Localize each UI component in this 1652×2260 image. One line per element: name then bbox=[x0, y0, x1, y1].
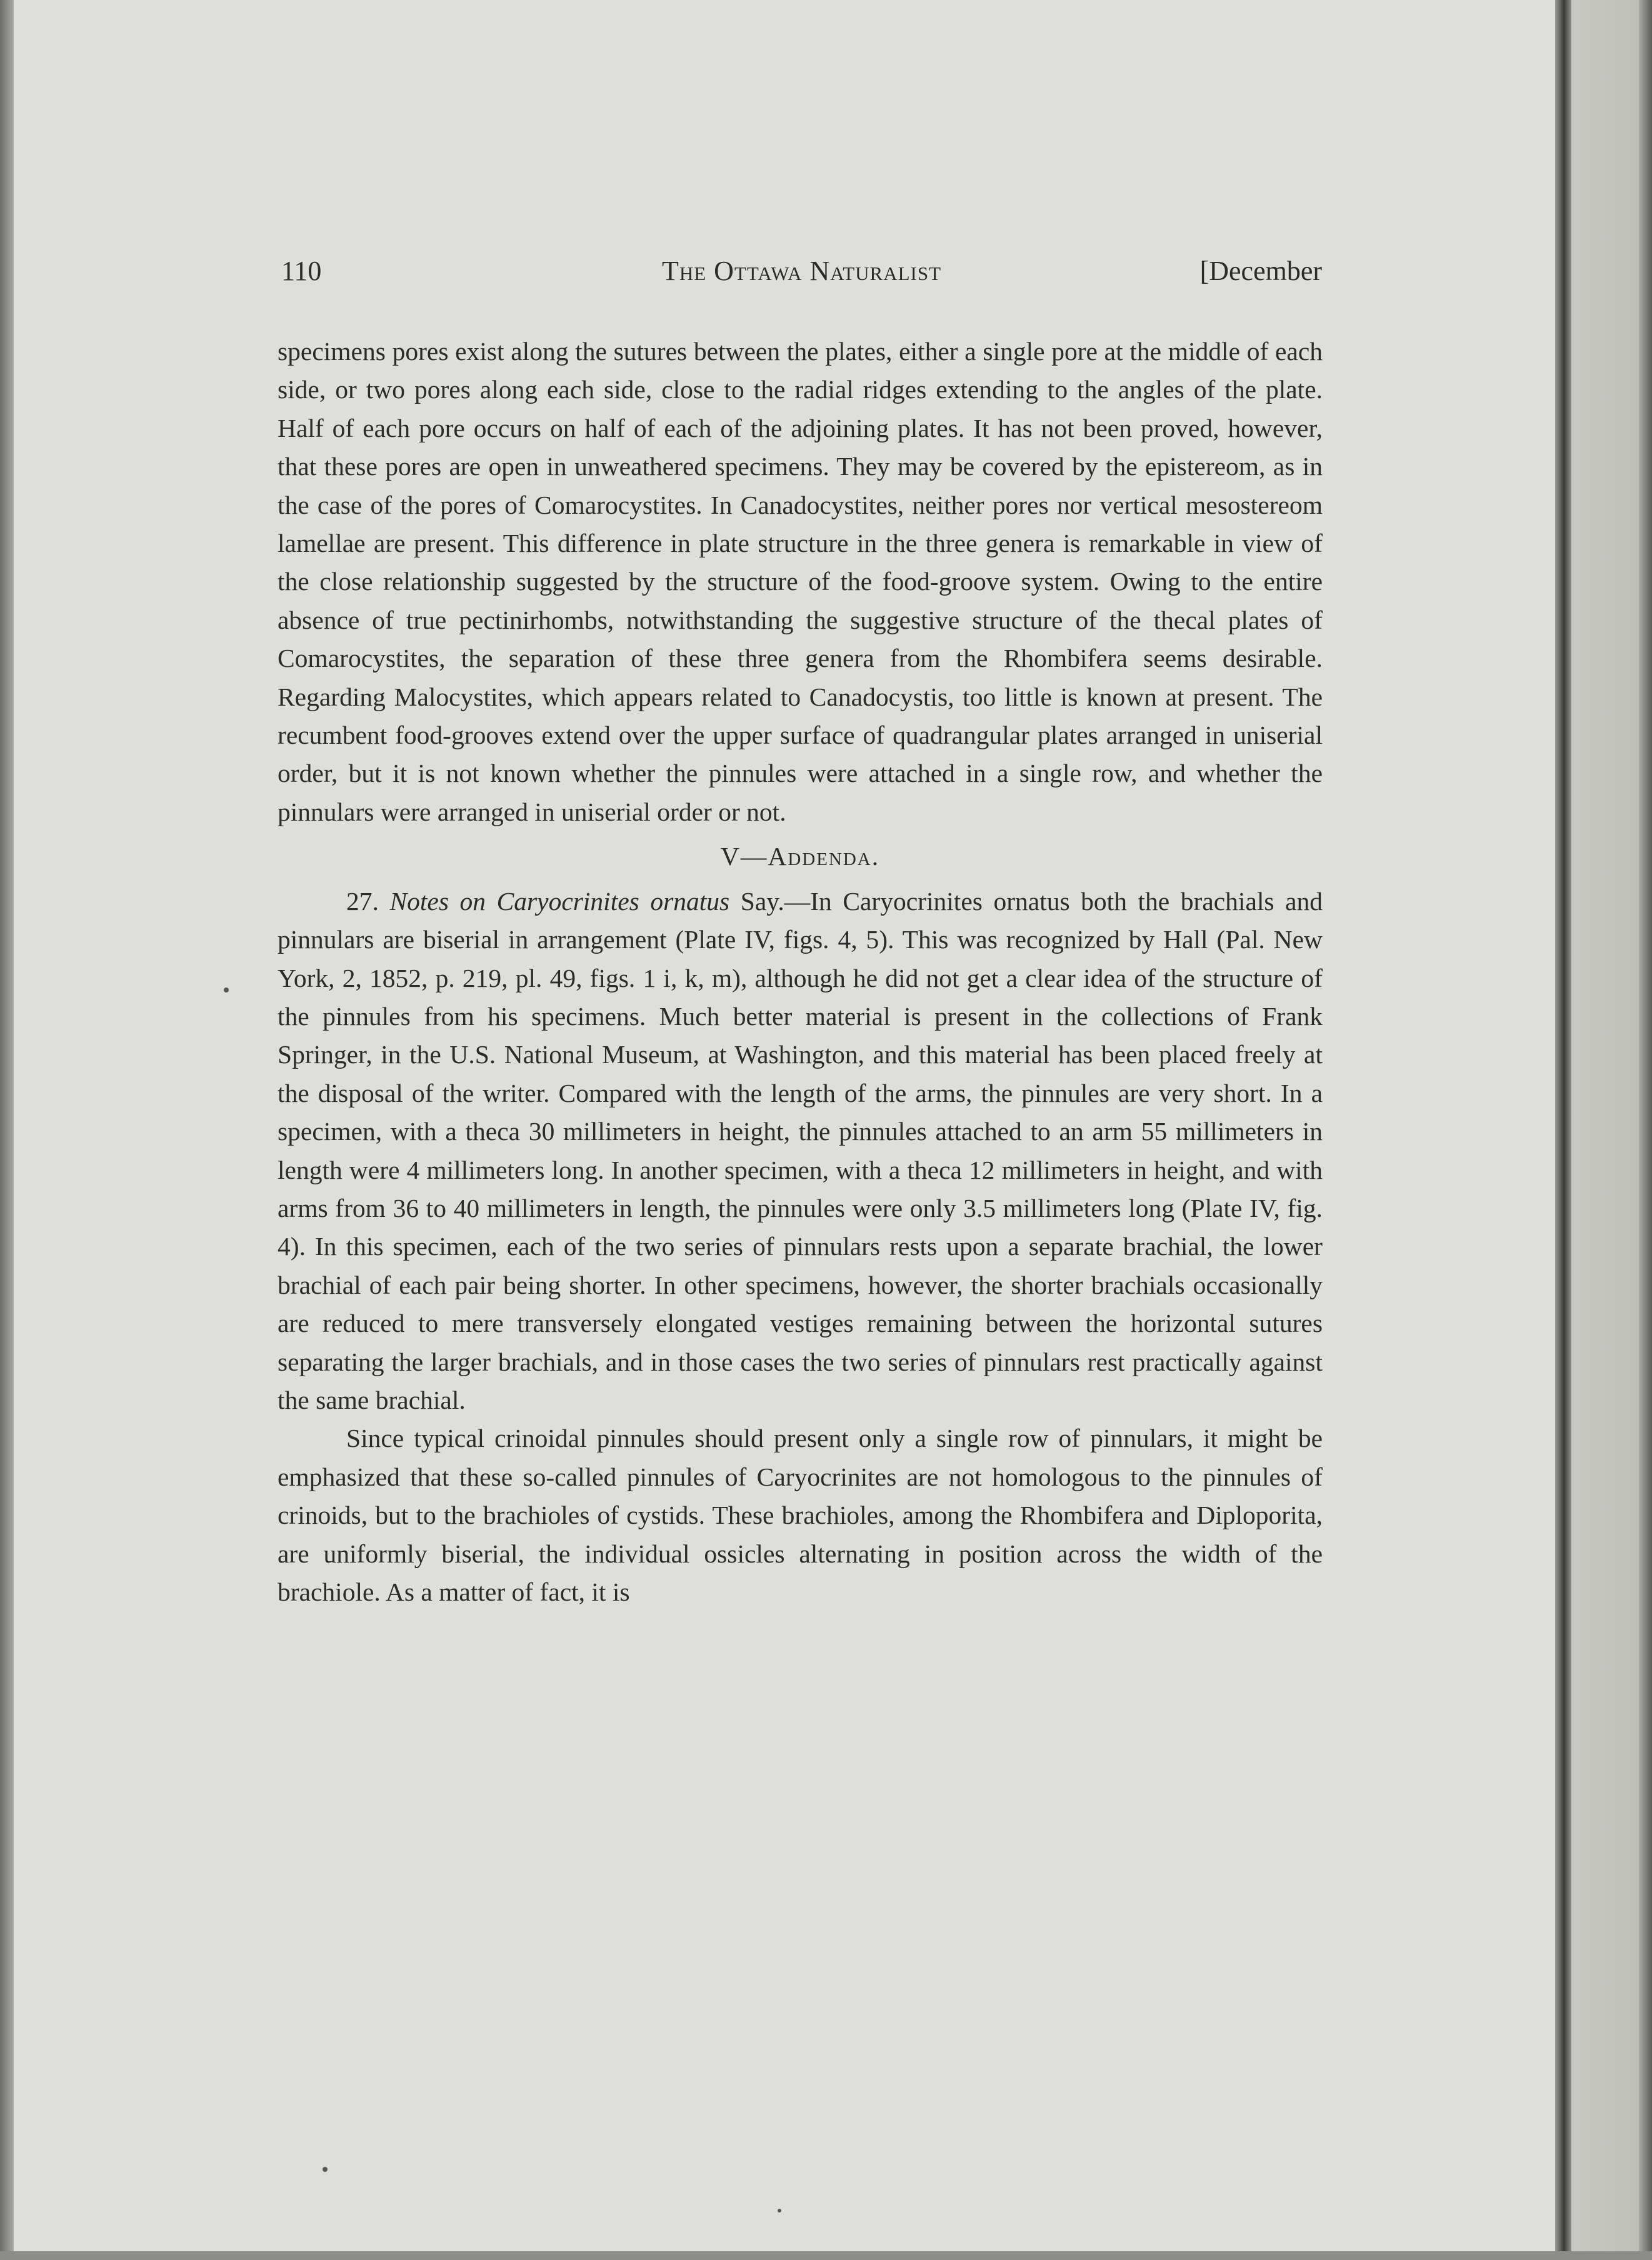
issue-month: [December bbox=[1199, 256, 1322, 286]
note-body: Say.—In Caryocrinites ornatus both the brachials and pinnulars are biserial in arrangement (Plate IV, figs. 4, 5). This was recognized by Hall (Pal. New York, 2, 1852, p. 219, pl. 49, figs. 1 i, k, m), although he did not get a clear idea of the structure of the pinnules from his specimens. Much better material is present in the collections of Frank Springer, in the U.S. National Museum, at Washington, and this material has been placed freely at the disposal of the writer. Compared with the length of the arms, the pinnules are very short. In a specimen, with a theca 30 millimeters in height, the pinnules attached to an arm 55 millimeters in length were 4 millimeters long. In another specimen, with a theca 12 millimeters in height, and with arms from 36 to 40 millimeters in length, the pinnules were only 3.5 millimeters long (Plate IV, fig. 4). In this specimen, each of the two series of pinnulars rests upon a separate brachial, the lower brachial of each pair being shorter. In other specimens, however, the shorter brachials occasionally are reduced to mere transversely elongated vestiges remaining between the horizontal sutures separating the larger brachials, and in those cases the two series of pinnulars rest practically against the same brachial. bbox=[278, 886, 1323, 1414]
scan-left-edge bbox=[0, 0, 14, 2260]
note-title: Notes on Caryocrinites ornatus bbox=[389, 886, 730, 916]
note-number: 27. bbox=[346, 886, 379, 916]
running-header bbox=[281, 255, 1322, 292]
running-title: The Ottawa Naturalist bbox=[661, 256, 942, 286]
scan-right-edge bbox=[1639, 0, 1652, 2260]
page-number: 110 bbox=[281, 256, 322, 286]
paragraph-pinnules: Since typical crinoidal pinnules should present only a single row of pinnulars, it might be emphasized that these so-called pinnules of Caryocrinites are not homologous to the pinnules of crinoids, but to the brachioles of cystids. These brachioles, among the Rhombifera and Diploporita, are uniformly biserial, the individual ossicles alternating in position across the width of the brachiole. As a matter of fact, it is bbox=[278, 1424, 1323, 1606]
body-text bbox=[278, 332, 1323, 1611]
section-heading: V—Addenda. bbox=[720, 842, 880, 871]
paragraph-continued: specimens pores exist along the sutures between the plates, either a single pore at the middle of each side, or two pores along each side, close to the radial ridges extending to the angles of the plate. Half of each pore occurs on half of each of the adjoining plates. It has not been proved, however, that these pores are open in unweathered specimens. They may be covered by the epistereom, as in the case of the pores of Comarocystites. In Canadocystites, neither pores nor vertical mesostereom lamellae are present. This difference in plate structure in the three genera is remarkable in view of the close relationship suggested by the structure of the food-groove system. Owing to the entire absence of true pectinirhombs, notwithstanding the suggestive structure of the thecal plates of Comarocystites, the separation of these three genera from the Rhombifera seems desirable. Regarding Malocystites, which appears related to Canadocystis, too little is known at present. The recumbent food-grooves extend over the upper surface of quadrangular plates arranged in uniserial order, but it is not known whether the pinnules were attached in a single row, and whether the pinnulars were arranged in uniserial order or not. bbox=[278, 337, 1323, 826]
margin-speck bbox=[323, 2167, 328, 2172]
margin-speck bbox=[778, 2209, 781, 2212]
margin-speck bbox=[224, 988, 229, 992]
paragraph-notes bbox=[278, 882, 1323, 1420]
scan-bottom-edge bbox=[0, 2251, 1652, 2260]
book-gutter bbox=[1555, 0, 1571, 2260]
